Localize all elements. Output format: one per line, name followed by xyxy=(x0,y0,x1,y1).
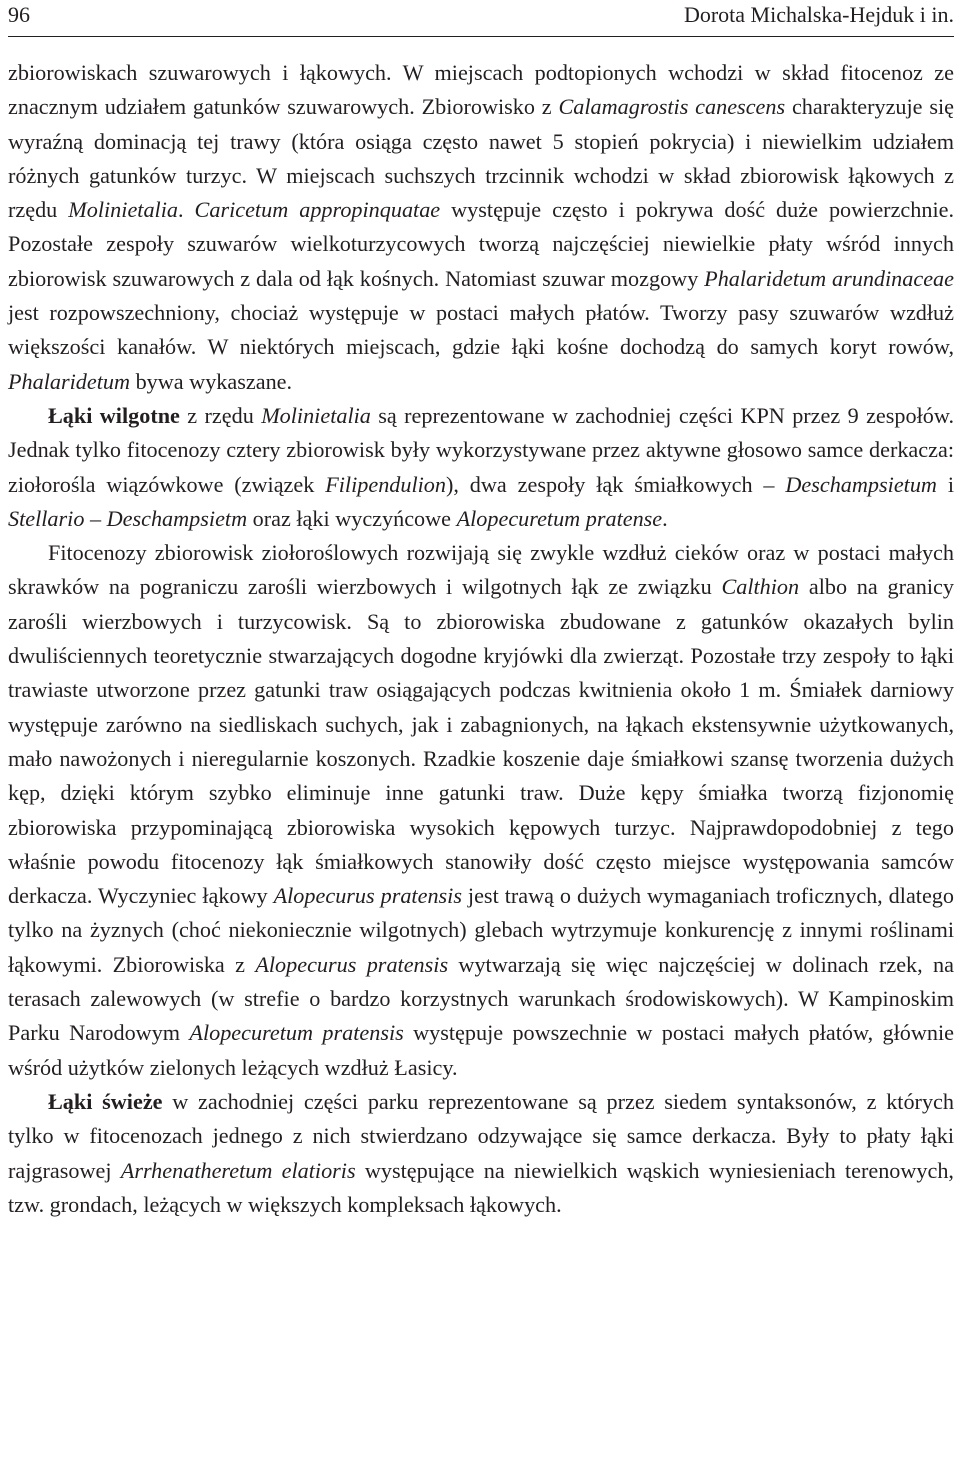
italic-term: Molinietalia xyxy=(68,197,178,223)
paragraph-2 xyxy=(8,399,954,536)
italic-term: Phalaridetum arundinaceae xyxy=(704,265,955,291)
italic-term: Alopecuretum pratensis xyxy=(189,1020,404,1046)
text-run: występujące na niewielkich wąskich wyniesieniach terenowych, tzw. grondach, leżących w większych kompleksach łąkowych. xyxy=(8,1157,954,1217)
paragraph-1 xyxy=(8,56,954,399)
text-run: jest rozpowszechniony, chociaż występuje w postaci małych płatów. Tworzy pasy szuwarów wzdłuż większości kanałów. W niektórych miejscach, gdzie łąki kośne dochodzą do samych koryt rowów, xyxy=(8,300,954,360)
page-number: 96 xyxy=(8,2,30,27)
italic-term: Deschampsietum xyxy=(785,471,937,497)
text-run: w zachodniej części parku reprezentowane są przez siedem syntaksonów, z których tylko w fitocenozach jednego z nich stwierdzano odzywające się samce derkacza. Były to płaty łąki rajgrasowej xyxy=(8,1088,954,1183)
body-text xyxy=(8,56,954,1222)
italic-term: Caricetum appropinquatae xyxy=(194,197,441,223)
text-run: Fitocenozy zbiorowisk ziołoroślowych rozwijają się zwykle wzdłuż cieków oraz w postaci małych skrawków na pograniczu zarośli wierzbowych i wilgotnych łąk ze związku xyxy=(8,540,954,600)
italic-term: Arrhenatheretum elatioris xyxy=(120,1157,356,1183)
text-run: i xyxy=(936,471,954,497)
italic-term: Calamagrostis canescens xyxy=(558,94,786,120)
text-run: ), dwa zespoły łąk śmiałkowych – xyxy=(446,471,786,497)
italic-term: Alopecurus pratensis xyxy=(255,951,449,977)
italic-term: Alopecuretum pratense xyxy=(456,505,663,531)
text-run: występuje często i pokrywa dość duże powierzchnie. Pozostałe zespoły szuwarów wielkoturzycowych tworzą najczęściej niewielkie płaty wśród innych zbiorowisk szuwarowych z dala od łąk kośnych. Natomiast szuwar mozgowy xyxy=(8,197,955,291)
text-run: . xyxy=(177,197,195,223)
italic-term: Molinietalia xyxy=(261,402,371,428)
italic-term: Alopecurus pratensis xyxy=(273,883,462,909)
paragraph-4 xyxy=(8,1085,954,1222)
text-run: występuje powszechnie w postaci małych płatów, głównie wśród użytków zielonych leżących wzdłuż Łasicy. xyxy=(8,1020,954,1080)
text-run: albo na granicy zarośli wierzbowych i turzycowisk. Są to zbiorowiska zbudowane z gatunków okazałych bylin dwuliściennych teoretycznie stwarzających dogodne kryjówki dla zwierząt. Pozostałe trzy zespoły to łąki trawiaste utworzone przez gatunki traw osiągających podczas kwitnienia około 1 m. Śmiałek darniowy występuje zarówno na siedliskach suchych, jak i zabagnionych, na łąkach ekstensywnie użytkowanych, mało nawożonych i nieregularnie koszonych. Rzadkie koszenie daje śmiałkowi szansę tworzenia dużych kęp, dzięki którym szybko eliminuje inne gatunki traw. Duże kępy śmiałka tworzą fizjonomię zbiorowiska przypominającą zbiorowiska wysokich kępowych turzyc. Najprawdopodobniej z tego właśnie powodu fitocenozy łąk śmiałkowych stanowiły dość często miejsce występowania samców derkacza. Wyczyniec łąkowy xyxy=(8,574,955,909)
italic-term: Stellario – Deschampsietm xyxy=(8,505,248,531)
page xyxy=(8,0,955,1217)
bold-term: Łąki świeże xyxy=(48,1088,163,1114)
header-rule xyxy=(8,36,954,37)
text-run: oraz łąki wyczyńcowe xyxy=(247,505,457,531)
running-header-authors: Dorota Michalska-Hejduk i in. xyxy=(683,2,954,27)
text-run: są reprezentowane w zachodniej części KPN przez 9 zespołów. Jednak tylko fitocenozy cztery zbiorowisk były wykorzystywane przez aktywne głosowo samce derkacza: ziołorośla wiązówkowe (związek xyxy=(8,402,954,497)
paragraph-3 xyxy=(8,536,954,1085)
text-run: z rzędu xyxy=(179,402,262,428)
italic-term: Calthion xyxy=(721,574,800,600)
text-run: wytwarzają się więc najczęściej w dolinach rzek, na terasach zalewowych (w strefie o bardzo korzystnych warunkach środowiskowych). W Kampinoskim Parku Narodowym xyxy=(8,951,954,1046)
italic-term: Filipendulion xyxy=(325,471,446,497)
bold-term: Łąki wilgotne xyxy=(48,402,180,428)
text-run: jest trawą o dużych wymaganiach troficznych, dlatego tylko na żyznych (choć niekoniecznie wilgotnych) glebach wytrzymuje konkurencję z innymi roślinami łąkowymi. Zbiorowiska z xyxy=(8,883,954,977)
text-run: zbiorowiskach szuwarowych i łąkowych. W miejscach podtopionych wchodzi w skład fitocenoz ze znacznym udziałem gatunków szuwarowych. Zbiorowisko z xyxy=(8,60,954,120)
italic-term: Phalaridetum xyxy=(8,368,131,394)
text-run: . xyxy=(662,505,668,531)
text-run: charakteryzuje się wyraźną dominacją tej trawy (która osiąga często nawet 5 stopień pokrycia) i niewielkim udziałem różnych gatunków turzyc. W miejscach suchszych trzcinnik wchodzi w skład zbiorowisk łąkowych z rzędu xyxy=(8,94,954,223)
text-run: bywa wykaszane. xyxy=(130,368,293,394)
running-header xyxy=(8,0,954,30)
